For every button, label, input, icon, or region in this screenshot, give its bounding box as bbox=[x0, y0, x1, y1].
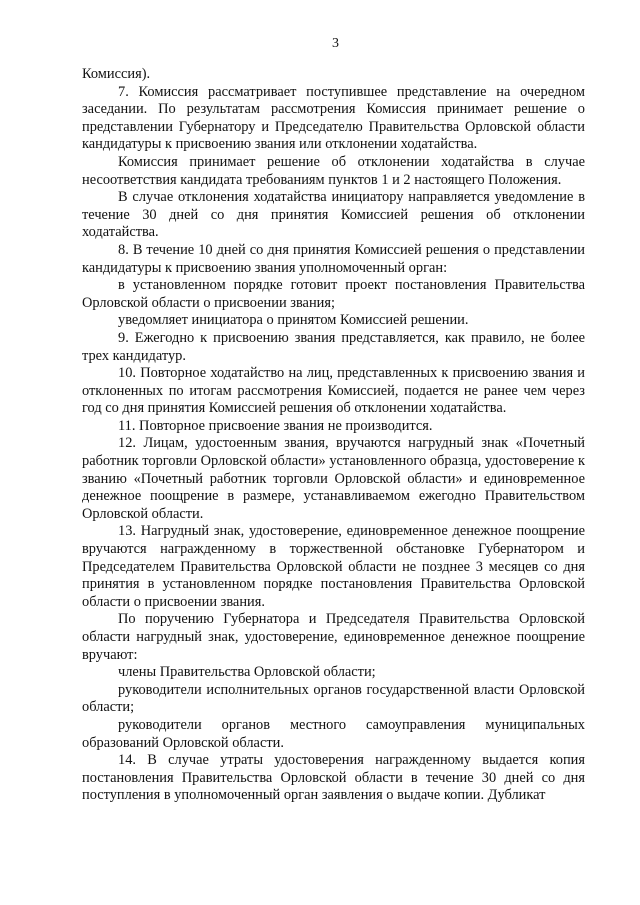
paragraph: уведомляет инициатора о принятом Комиссией решении. bbox=[118, 312, 469, 329]
paragraph: 14. В случае утраты удостоверения награжденному выдается копия постановления Правительства Орловской области в течение 30 дней со дня поступления в уполномоченный орган заявления о выдаче копии. Дубликат bbox=[82, 752, 585, 804]
paragraph: 10. Повторное ходатайство на лиц, представленных к присвоению звания и отклоненных по итогам рассмотрения Комиссией, подается не ранее чем через год со дня принятия Комиссией решения об отклонении ходатайства. bbox=[82, 365, 585, 417]
page-number: 3 bbox=[332, 36, 339, 51]
paragraph: В случае отклонения ходатайства инициатору направляется уведомление в течение 30 дней со дня принятия Комиссией решения об отклонении ходатайства. bbox=[82, 189, 585, 241]
paragraph: 12. Лицам, удостоенным звания, вручаются нагрудный знак «Почетный работник торговли Орловской области» установленного образца, удостоверение к званию «Почетный работник торговли Орловской области» и единовременное денежное поощрение в размере, устанавливаемом ежегодно Правительством Орловской области. bbox=[82, 435, 585, 522]
paragraph: Комиссия принимает решение об отклонении ходатайства в случае несоответствия кандидата требованиям пунктов 1 и 2 настоящего Положения. bbox=[82, 153, 585, 188]
paragraph: 13. Нагрудный знак, удостоверение, единовременное денежное поощрение вручаются награжденному в торжественной обстановке Губернатором и Председателем Правительства Орловской области не позднее 3 месяцев со дня принятия в установленном порядке постановления Правительства Орловской области о присвоении звания. bbox=[82, 523, 585, 610]
paragraph: руководители органов местного самоуправления муниципальных образований Орловской области. bbox=[82, 716, 585, 751]
paragraph: Комиссия). bbox=[82, 66, 151, 82]
paragraph: члены Правительства Орловской области; bbox=[118, 664, 376, 681]
paragraph: руководители исполнительных органов государственной власти Орловской области; bbox=[82, 681, 585, 716]
paragraph: 8. В течение 10 дней со дня принятия Комиссией решения о представлении кандидатуры к присвоению звания уполномоченный орган: bbox=[82, 241, 585, 276]
document-body bbox=[82, 66, 585, 805]
paragraph: 7. Комиссия рассматривает поступившее представление на очередном заседании. По результатам рассмотрения Комиссия принимает решение о представлении Губернатору и Председателю Правительства Орловской области кандидатуры к присвоению звания или отклонении ходатайства. bbox=[82, 83, 585, 153]
paragraph: 11. Повторное присвоение звания не производится. bbox=[118, 417, 433, 434]
paragraph: По поручению Губернатора и Председателя Правительства Орловской области нагрудный знак, удостоверение, единовременное денежное поощрение вручают: bbox=[82, 611, 585, 663]
paragraph: 9. Ежегодно к присвоению звания представляется, как правило, не более трех кандидатур. bbox=[82, 329, 585, 364]
paragraph: в установленном порядке готовит проект постановления Правительства Орловской области о присвоении звания; bbox=[82, 277, 585, 311]
